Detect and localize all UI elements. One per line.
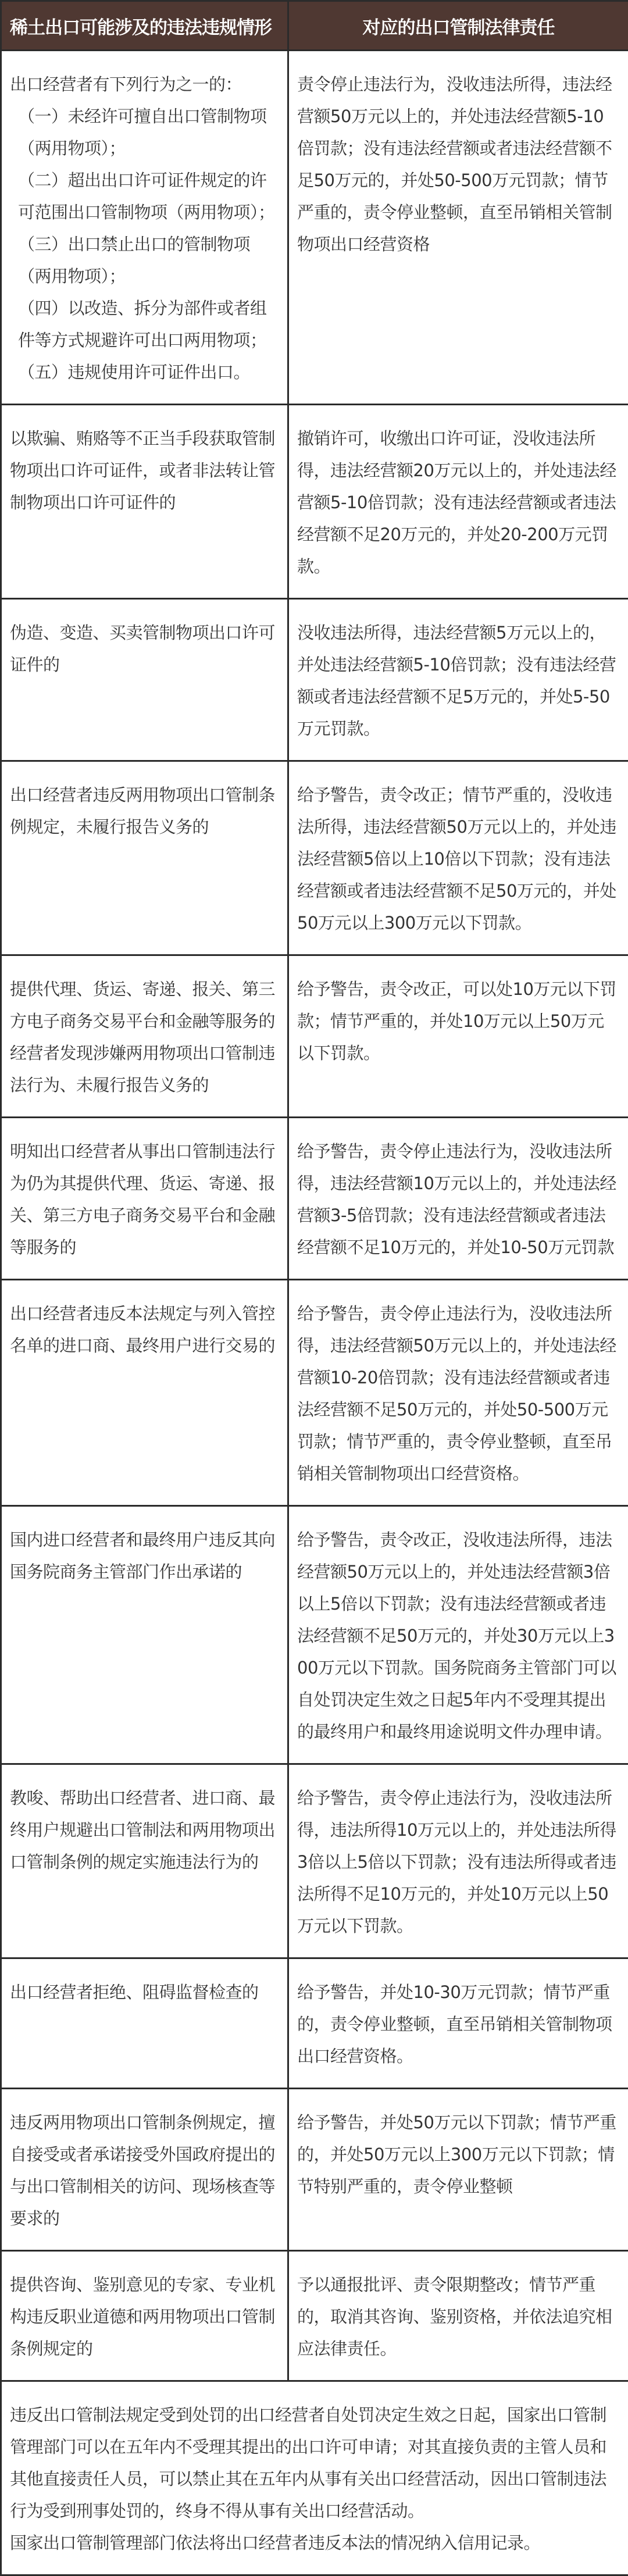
situation-item: （三）出口禁止出口的管制物项（两用物项）； xyxy=(10,229,279,292)
situation-cell: 出口经营者拒绝、阻碍监督检查的 xyxy=(1,1958,288,2089)
header-legal-liability: 对应的出口管制法律责任 xyxy=(288,1,628,51)
situation-cell: 出口经营者违反两用物项出口管制条例规定，未履行报告义务的 xyxy=(1,761,288,955)
table-row xyxy=(1,2089,628,2251)
liability-cell: 给予警告，责令停止违法行为，没收违法所得，违法经营额50万元以上的，并处违法经营额10-20倍罚款；没有违法经营额或者违法经营额不足50万元的，并处50-500万元罚款；情节严重的，责令停业整顿，直至吊销相关管制物项出口经营资格。 xyxy=(288,1280,628,1506)
liability-cell: 给予警告，责令改正，没收违法所得，违法经营额50万元以上的，并处违法经营额3倍以上5倍以下罚款；没有违法经营额或者违法经营额不足50万元的，并处30万元以上300万元以下罚款。国务院商务主管部门可以自处罚决定生效之日起5年内不受理其提出的最终用户和最终用途说明文件办理申请。 xyxy=(288,1506,628,1764)
situation-cell: 提供咨询、鉴别意见的专家、专业机构违反职业道德和两用物项出口管制条例规定的 xyxy=(1,2251,288,2381)
situation-cell: 教唆、帮助出口经营者、进口商、最终用户规避出口管制法和两用物项出口管制条例的规定实施违法行为的 xyxy=(1,1764,288,1958)
liability-cell: 撤销许可，收缴出口许可证，没收违法所得，违法经营额20万元以上的，并处违法经营额5-10倍罚款；没有违法经营额或者违法经营额不足20万元的，并处20-200万元罚款。 xyxy=(288,405,628,599)
table-row xyxy=(1,761,628,955)
table-row xyxy=(1,1280,628,1506)
situation-cell xyxy=(1,51,288,405)
table-header-row xyxy=(1,1,628,51)
situation-item: （五）违规使用许可证件出口。 xyxy=(10,356,279,388)
table-row xyxy=(1,51,628,405)
table-row xyxy=(1,405,628,599)
footer-note-cell xyxy=(1,2381,628,2575)
liability-cell: 给予警告，责令停止违法行为，没收违法所得，违法所得10万元以上的，并处违法所得3倍以上5倍以下罚款；没有违法所得或者违法所得不足10万元的，并处10万元以上50万元以下罚款。 xyxy=(288,1764,628,1958)
table-row xyxy=(1,1506,628,1764)
situation-cell: 国内进口经营者和最终用户违反其向国务院商务主管部门作出承诺的 xyxy=(1,1506,288,1764)
liability-cell: 给予警告，责令改正；情节严重的，没收违法所得，违法经营额50万元以上的，并处违法经营额5倍以上10倍以下罚款；没有违法经营额或者违法经营额不足50万元的，并处50万元以上300万元以下罚款。 xyxy=(288,761,628,955)
situation-text: 出口经营者有下列行为之一的： xyxy=(10,69,279,101)
situation-cell: 以欺骗、贿赂等不正当手段获取管制物项出口许可证件，或者非法转让管制物项出口许可证件的 xyxy=(1,405,288,599)
liability-cell: 给予警告，责令停止违法行为，没收违法所得，违法经营额10万元以上的，并处违法经营额3-5倍罚款；没有违法经营额或者违法经营额不足10万元的，并处10-50万元罚款 xyxy=(288,1118,628,1280)
liability-cell: 予以通报批评、责令限期整改；情节严重的，取消其咨询、鉴别资格，并依法追究相应法律责任。 xyxy=(288,2251,628,2381)
table-footer-row xyxy=(1,2381,628,2575)
table-row xyxy=(1,1764,628,1958)
table-row xyxy=(1,599,628,761)
liability-cell: 没收违法所得，违法经营额5万元以上的，并处违法经营额5-10倍罚款；没有违法经营额或者违法经营额不足5万元的，并处5-50万元罚款。 xyxy=(288,599,628,761)
situation-cell: 明知出口经营者从事出口管制违法行为仍为其提供代理、货运、寄递、报关、第三方电子商务交易平台和金融等服务的 xyxy=(1,1118,288,1280)
situation-cell: 违反两用物项出口管制条例规定，擅自接受或者承诺接受外国政府提出的与出口管制相关的访问、现场核查等要求的 xyxy=(1,2089,288,2251)
situation-cell: 伪造、变造、买卖管制物项出口许可证件的 xyxy=(1,599,288,761)
situation-item: （二）超出出口许可证件规定的许可范围出口管制物项（两用物项）； xyxy=(10,165,279,229)
table-row xyxy=(1,1118,628,1280)
footer-paragraph: 违反出口管制法规定受到处罚的出口经营者自处罚决定生效之日起，国家出口管制管理部门可以在五年内不受理其提出的出口许可申请；对其直接负责的主管人员和其他直接责任人员，可以禁止其在五年内从事有关出口经营活动，因出口管制违法行为受到刑事处罚的，终身不得从事有关出口经营活动。 xyxy=(10,2399,614,2527)
header-violation-situation: 稀土出口可能涉及的违法违规情形 xyxy=(1,1,288,51)
table-row xyxy=(1,955,628,1118)
liability-cell: 给予警告，责令改正，可以处10万元以下罚款；情节严重的，并处10万元以上50万元以下罚款。 xyxy=(288,955,628,1118)
situation-item: （四）以改造、拆分为部件或者组件等方式规避许可出口两用物项； xyxy=(10,292,279,356)
situation-item: （一）未经许可擅自出口管制物项（两用物项）； xyxy=(10,101,279,165)
liability-cell: 责令停止违法行为，没收违法所得，违法经营额50万元以上的，并处违法经营额5-10倍罚款；没有违法经营额或者违法经营额不足50万元的，并处50-500万元罚款；情节严重的，责令停业整顿，直至吊销相关管制物项出口经营资格 xyxy=(288,51,628,405)
liability-cell: 给予警告，并处10-30万元罚款；情节严重的，责令停业整顿，直至吊销相关管制物项出口经营资格。 xyxy=(288,1958,628,2089)
footer-paragraph: 国家出口管制管理部门依法将出口经营者违反本法的情况纳入信用记录。 xyxy=(10,2527,614,2559)
table-row xyxy=(1,2251,628,2381)
situation-cell: 提供代理、货运、寄递、报关、第三方电子商务交易平台和金融等服务的经营者发现涉嫌两用物项出口管制违法行为、未履行报告义务的 xyxy=(1,955,288,1118)
situation-cell: 出口经营者违反本法规定与列入管控名单的进口商、最终用户进行交易的 xyxy=(1,1280,288,1506)
liability-cell: 给予警告，并处50万元以下罚款；情节严重的，并处50万元以上300万元以下罚款；情节特别严重的，责令停业整顿 xyxy=(288,2089,628,2251)
table-row xyxy=(1,1958,628,2089)
